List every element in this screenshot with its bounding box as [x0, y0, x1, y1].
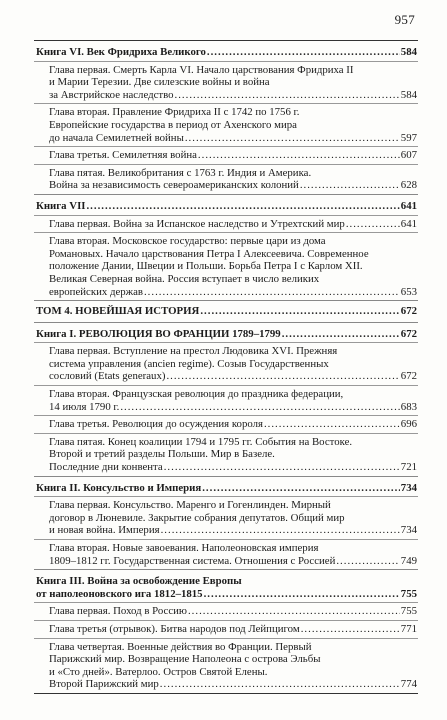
page-number: 957 — [394, 12, 415, 27]
chapter-entry[interactable] — [34, 232, 418, 300]
chapter-entry[interactable] — [34, 415, 418, 433]
chapter-last-line: сословий (Etats generaux) ..... 672 — [34, 370, 418, 383]
chapter-line: Глава пятая. Конец коалиции 1794 и 1795 гг. События на Востоке. — [49, 435, 353, 448]
toc-section-book-vi — [34, 46, 418, 195]
chapter-line: договор в Люневиле. Закрытие собрания депутатов. Общий мир — [49, 511, 345, 524]
chapter-last-line: европейских держав ..... 653 — [34, 286, 418, 299]
chapter-entry[interactable] — [34, 385, 418, 415]
chapter-last-line: Второй Парижский мир ..... 774 — [34, 678, 418, 691]
chapter-line: Второй и третий разделы Польши. Мир в Базеле. — [49, 448, 275, 461]
book-heading[interactable]: Книга I. РЕВОЛЮЦИЯ ВО ФРАНЦИИ 1789–1799 ..... 672 — [34, 328, 418, 341]
table-of-contents — [34, 40, 418, 694]
chapter-line: Глава пятая. Великобритания с 1763 г. Индия и Америка. — [49, 166, 312, 179]
chapter-line: и Марии Терезии. Две силезские войны и война — [49, 76, 270, 89]
chapter-entry[interactable] — [34, 638, 418, 693]
chapter-last-line: до начала Семилетней войны ..... 597 — [34, 132, 418, 145]
chapter-entry[interactable] — [34, 146, 418, 164]
chapter-entry[interactable] — [34, 539, 418, 569]
chapter-line: Парижский мир. Возвращение Наполеона с острова Эльбы — [49, 653, 321, 666]
toc-section-book-vii — [34, 200, 418, 301]
chapter-last-line: 1809–1812 гг. Государственная система. Отношения с Россией ..... 749 — [34, 555, 418, 568]
chapter-last-line: и новая война. Империя ..... 734 — [34, 524, 418, 537]
chapter-line: система управления (ancien regime). Созыв Государственных — [49, 357, 329, 370]
chapter-line: Глава четвертая. Военные действия во Франции. Первый — [49, 640, 312, 653]
chapter-line: Глава вторая. Новые завоевания. Наполеоновская империя — [49, 542, 319, 554]
toc-section-book-ii — [34, 482, 418, 571]
toc-section-volume-4 — [34, 305, 418, 323]
chapter-last-line: за Австрийское наследство ..... 584 — [34, 89, 418, 102]
chapter-line: Великая Северная война. Россия вступает в число великих — [49, 272, 320, 285]
volume-heading[interactable]: ТОМ 4. НОВЕЙШАЯ ИСТОРИЯ ..... 672 — [34, 305, 418, 318]
chapter-line: Европейские государства в период от Ахенского мира — [49, 118, 297, 131]
chapter-entry[interactable] — [34, 103, 418, 146]
chapter-last-line: Война за независимость североамериканских колоний ..... 628 — [34, 179, 418, 192]
chapter-entry[interactable] — [34, 496, 418, 539]
chapter-last-line: Глава первая. Поход в Россию ..... 755 — [34, 605, 418, 618]
toc-section-book-iii — [34, 575, 418, 693]
chapter-line: Глава первая. Консульство. Маренго и Гогенлинден. Мирный — [49, 499, 331, 512]
chapter-entry[interactable] — [34, 215, 418, 233]
book-heading[interactable]: Книга VII ..... 641 — [34, 200, 418, 213]
chapter-entry[interactable] — [34, 61, 418, 104]
chapter-line: и «Сто дней». Ватерлоо. Остров Святой Елены. — [49, 665, 268, 678]
chapter-last-line: Глава третья. Семилетняя война ..... 607 — [34, 149, 418, 162]
book-heading[interactable]: Книга II. Консульство и Империя ..... 734 — [34, 482, 418, 495]
chapter-line: Глава вторая. Французская революция до праздника федерации, — [49, 388, 344, 401]
book-heading[interactable]: Книга VI. Век Фридриха Великого ..... 584 — [34, 46, 418, 59]
chapter-line: Романовых. Начало царствования Петра I Алексеевича. Современное — [49, 247, 369, 260]
chapter-last-line: Глава первая. Война за Испанское наследство и Утрехтский мир ..... 641 — [34, 218, 418, 231]
chapter-last-line: Глава третья. Революция до осуждения короля ..... 696 — [34, 418, 418, 431]
chapter-entry[interactable] — [34, 164, 418, 194]
chapter-last-line: 14 июля 1790 г. ..... 683 — [34, 401, 418, 414]
chapter-entry[interactable] — [34, 620, 418, 638]
chapter-line: положение Дании, Швеции и Польши. Борьба Петра I с Карлом XII. — [49, 260, 363, 273]
book-heading-line[interactable]: Книга III. Война за освобождение Европы — [36, 575, 242, 588]
chapter-last-line: Глава третья (отрывок). Битва народов под Лейпцигом ..... 771 — [34, 623, 418, 636]
toc-section-book-i — [34, 328, 418, 477]
chapter-entry[interactable] — [34, 602, 418, 620]
chapter-line: Глава вторая. Московское государство: первые цари из дома — [49, 235, 326, 248]
chapter-line: Глава первая. Вступление на престол Людовика XVI. Прежняя — [49, 345, 338, 358]
chapter-last-line: Последние дни конвента ..... 721 — [34, 461, 418, 474]
chapter-entry[interactable] — [34, 433, 418, 476]
chapter-entry[interactable] — [34, 342, 418, 385]
chapter-line: Глава вторая. Правление Фридриха II с 1742 по 1756 г. — [49, 106, 300, 119]
book-heading[interactable]: от наполеоновского ига 1812–1815 ..... 755 — [34, 588, 418, 601]
chapter-line: Глава первая. Смерть Карла VI. Начало царствования Фридриха II — [49, 63, 354, 76]
